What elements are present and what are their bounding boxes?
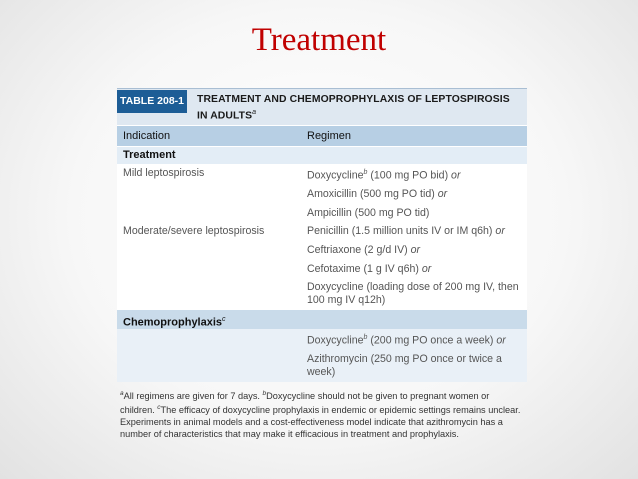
regimen-or: or — [496, 334, 506, 347]
column-header-regimen: Regimen — [307, 130, 352, 142]
table-row — [117, 185, 527, 204]
footnote-c: The efficacy of doxycycline prophylaxis in endemic or epidemic settings remains unclear. Experiments in animal models and a cost-effectiveness model indicate that azithromycin has a number of characteristics that may make it efficacious in treatment and prophylaxis. — [120, 405, 521, 439]
section-header-chemoprophylaxis — [117, 309, 527, 329]
table-row — [117, 350, 527, 381]
footnote-mark-b: b — [262, 389, 267, 397]
regimen-cell — [305, 329, 522, 350]
table-number-label: TABLE 208-1 — [117, 90, 187, 113]
table-row — [117, 222, 527, 241]
footnote-b: Doxycycline should not be given to pregnant women or children. — [120, 390, 490, 416]
regimen-drug: Penicillin (1.5 million units IV or IM q6h) — [307, 225, 496, 238]
regimen-or: or — [410, 243, 421, 256]
regimen-drug: Cefotaxime (1 g IV q6h) — [307, 262, 422, 275]
regimen-or: or — [495, 225, 505, 238]
regimen-dose: (100 mg PO bid) — [367, 169, 452, 182]
regimen-footnote-mark: b — [363, 334, 368, 342]
table-row — [117, 164, 527, 185]
regimen-cell — [305, 164, 522, 185]
regimen-drug: Ampicillin (500 mg PO tid) — [307, 206, 430, 219]
table-row — [117, 278, 527, 309]
section-title: Chemoprophylaxis — [123, 316, 223, 329]
table-row — [117, 329, 527, 350]
table-caption-line2: IN ADULTS — [197, 110, 253, 122]
table-caption-line1: TREATMENT AND CHEMOPROPHYLAXIS OF LEPTOSPIROSIS — [197, 94, 510, 105]
table-body — [117, 146, 527, 382]
regimen-drug: Doxycycline — [307, 334, 364, 347]
table-header — [117, 88, 527, 125]
table-footnotes — [117, 388, 525, 441]
column-header-indication: Indication — [123, 130, 171, 142]
leptospirosis-table — [117, 88, 527, 440]
regimen-drug: Ceftriaxone (2 g/d IV) — [307, 243, 411, 256]
table-row — [117, 204, 527, 223]
section-header-treatment — [117, 146, 527, 164]
section-title: Treatment — [123, 149, 176, 161]
indication-cell — [117, 185, 305, 204]
regimen-dose: (200 mg PO once a week) — [367, 334, 497, 347]
table-row — [117, 241, 527, 260]
regimen-cell — [305, 185, 522, 204]
regimen-cell — [305, 241, 522, 260]
indication-cell — [117, 350, 305, 381]
regimen-or: or — [451, 169, 461, 182]
column-header-row — [117, 125, 527, 146]
regimen-or: or — [421, 262, 432, 275]
regimen-cell — [305, 350, 522, 381]
regimen-drug: Doxycycline (loading dose of 200 mg IV, then 100 mg IV q12h) — [307, 281, 519, 306]
indication-cell: Moderate/severe leptospirosis — [123, 225, 265, 238]
indication-cell — [117, 260, 305, 279]
regimen-cell — [305, 204, 522, 223]
regimen-cell — [305, 260, 522, 279]
regimen-drug: Azithromycin (250 mg PO once or twice a week) — [307, 353, 502, 378]
table-caption — [197, 93, 510, 122]
regimen-cell — [305, 222, 522, 241]
table-row — [117, 260, 527, 279]
table-caption-footnote-mark: a — [252, 109, 257, 116]
section-body — [117, 329, 527, 381]
indication-cell — [117, 278, 305, 309]
regimen-cell — [305, 278, 522, 309]
regimen-footnote-mark: b — [363, 169, 368, 176]
footnote-mark-c: c — [157, 404, 161, 412]
indication-cell: Mild leptospirosis — [123, 167, 205, 179]
indication-cell — [117, 204, 305, 223]
footnote-a: All regimens are given for 7 days. — [123, 390, 263, 401]
regimen-drug: Amoxicillin (500 mg PO tid) — [307, 188, 438, 201]
indication-cell — [117, 241, 305, 260]
slide-title: Treatment — [251, 22, 387, 58]
regimen-or: or — [437, 188, 448, 201]
section-title-footnote-mark: c — [222, 316, 226, 324]
footnote-mark-a: a — [120, 389, 124, 397]
indication-cell — [117, 329, 305, 350]
section-body — [117, 164, 527, 309]
regimen-drug: Doxycycline — [307, 169, 364, 182]
